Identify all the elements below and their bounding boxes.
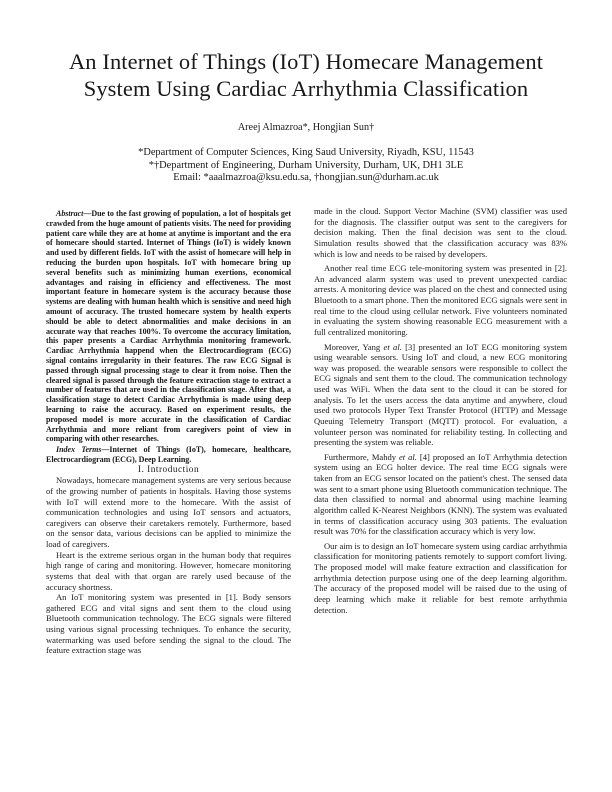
- text-run: [4] proposed an IoT Arrhythmia detection system using an ECG holter device. The real time ECG signals were taken from an ECG sensor located on the patient's chest. The sensed data was sent to a smart phone using Bluetooth communication technique. The data then classified to normal and abnormal using machine learning algorithm called K-Nearest Neighbors (KNN). The system was evaluated in terms of classification accuracy using 303 patients. The evaluation result was 70% for the classification accuracy which is very low.: [314, 451, 567, 537]
- title-line-2: System Using Cardiac Arrhythmia Classification: [83, 76, 529, 101]
- author-list: Areej Almazroa*, Hongjian Sun†: [237, 122, 375, 133]
- title-line-1: An Internet of Things (IoT) Homecare Management: [68, 49, 544, 74]
- text-run: Furthermore, Mahdy: [324, 451, 399, 462]
- body-paragraph: Nowadays, homecare management systems are very serious because of the growing number of patients in hospitals. Having those systems with IoT will extend more to the homecare. With the assist of communication technologies and using IoT sensors and actuators, caregivers can observe their caretakers remotely. Furthermore, based on the sensor data, various decisions can be applied to minimize the load of caregivers.: [46, 475, 291, 550]
- body-paragraph: [314, 342, 567, 448]
- abstract: [46, 209, 291, 444]
- text-run: [3] presented an IoT ECG monitoring system using wearable sensors. Using IoT and cloud, a new ECG monitoring way was proposed. the wearable sensors were responsible to collect the ECG signals and sent them to the cloud. The communication technology used was WiFi. When the data sent to the cloud it can be stored for analysis. To let the users access the data anytime and anywhere, cloud used two protocols Hyper Text Transfer Protocol (HTTP) and Message Queuing Telemetry Transport (MQTT) protocol. For evaluation, a volunteer person was nominated for reliability testing. In collecting and presenting the system was reliable.: [314, 341, 568, 448]
- body-paragraph: Another real time ECG tele-monitoring system was presented in [2]. An advanced alarm system was used to prevent unexpected cardiac arrests. A monitoring device was placed on the chest and connected using Bluetooth to a smart phone. Then the monitored ECG signals were sent in real time to the cloud using cellular network. Five volunteers nominated in evaluating the system showing reasonable ECG measurement with a full centralized monitoring.: [314, 263, 567, 337]
- affiliations: [0, 147, 612, 185]
- body-paragraph: An IoT monitoring system was presented in [1]. Body sensors gathered ECG and vital signs and sent them to the cloud using Bluetooth communication technology. The ECG signals were filtered using various signal processing techniques. To enhance the security, watermarking was used before sending the signal to the cloud. The feature extraction stage was: [46, 592, 291, 656]
- index-terms: [46, 445, 291, 465]
- body-paragraph: made in the cloud. Support Vector Machine (SVM) classifier was used for the diagnosis. The classifier output was sent to the caregivers for decision making. Then the final decision was sent to the cloud. Simulation results showed that the classification accuracy was 83% which is low and needs to be raised by developers.: [314, 206, 567, 259]
- left-column: [46, 209, 291, 656]
- et-al: et al.: [383, 341, 402, 352]
- text-run: Moreover, Yang: [324, 341, 384, 352]
- section-heading-introduction: I. Introduction: [137, 464, 200, 475]
- affiliation-line-1: *Department of Computer Sciences, King Saud University, Riyadh, KSU, 11543: [138, 147, 474, 158]
- body-paragraph: [314, 452, 567, 537]
- affiliation-line-2: *†Department of Engineering, Durham University, Durham, UK, DH1 3LE: [148, 159, 464, 171]
- email-line: Email: *aaalmazroa@ksu.edu.sa, †hongjian.sun@durham.ac.uk: [173, 172, 439, 184]
- abstract-label: Abstract: [56, 209, 84, 218]
- et-al: et al.: [399, 451, 417, 462]
- index-terms-label: Index Terms: [56, 445, 102, 455]
- paper-title: [20, 48, 592, 102]
- body-paragraph: Our aim is to design an IoT homecare system using cardiac arrhythmia classification for monitoring patients remotely to support comfort living. The proposed model will make feature extraction and classification for arrhythmia detection purpose using one of the deep learning algorithm. The accuracy of the proposed model will be raised due to the using of deep learning which make it reliable for best remote arrhythmia detection.: [314, 540, 567, 615]
- right-column: [314, 206, 567, 615]
- body-paragraph: Heart is the extreme serious organ in the human body that requires high range of caring and monitoring. However, homecare monitoring systems that deal with that organ are rarely used because of the accuracy shortness.: [46, 549, 291, 592]
- index-terms-text: —Internet of Things (IoT), homecare, healthcare, Electrocardiogram (ECG), Deep Learning.: [46, 445, 291, 464]
- abstract-text: —Due to the fast growing of population, a lot of hospitals get crawded from the huge amount of patients visits. The need for providing patient care while they are at home at anytime is important and the era of homecare should started. Internet of Things (IoT) is widely known and used by different fields. IoT with the assist of homecare will help in reducing the burden upon hospitals. IoT with homecare bring up several benefits such as minimizing human exertions, economical advantages and raising in efficiency and effectiveness. The most important feature in homecare system is the accuracy because those systems are dealing with human health which is sensitive and need high amount of accuracy. The trusted homecare system by health experts should be able to detect abnormalities and make decisions in an accurate way that reaches 100%. To overcome the accuracy limitation, this paper presents a Cardiac Arrhythmia monitoring framework. Cardiac Arrhythmia happend when the Electrocardiogram (ECG) signal contains irregularity in their features. The raw ECG Signal is passed through signal processing stage to clear it from noise. Then the cleared signal is passed through the feature extraction stage to extract a number of features that are used in the classification stage. After that, a classification stage to detect Cardiac Arrhythmia is made using deep learning to raise the accuracy. Based on experiment results, the proposed model is more accurate in the classification of Cardiac Arrhythmia and more reliant from caregivers point of view in comparing with other researches.: [46, 209, 291, 444]
